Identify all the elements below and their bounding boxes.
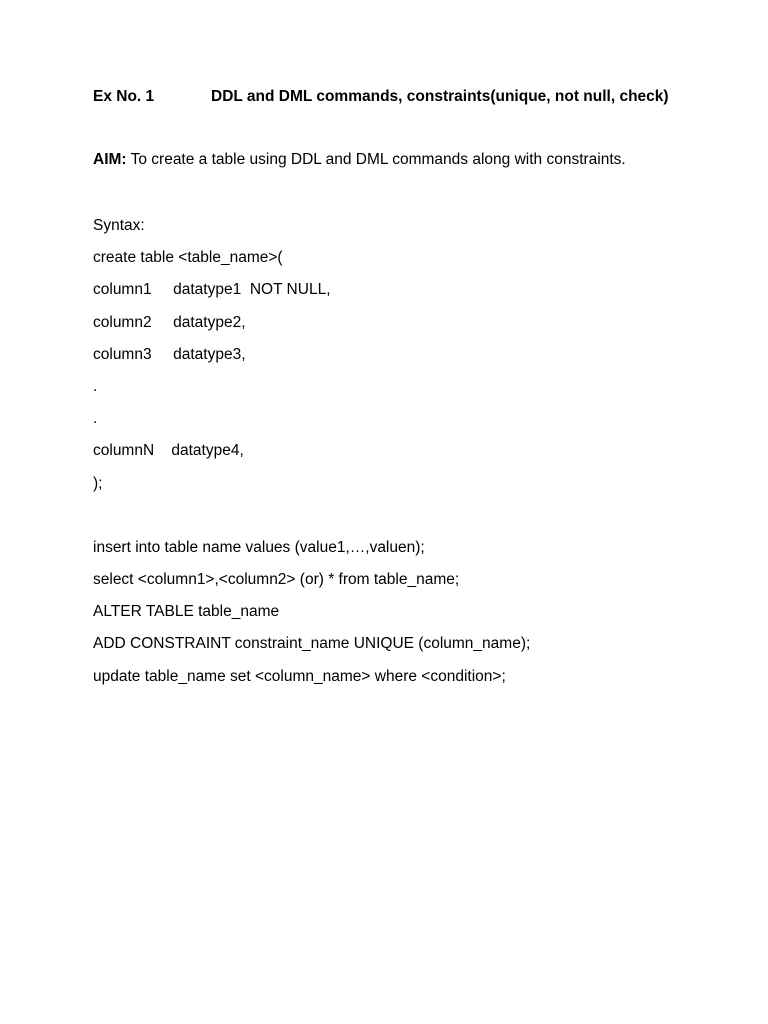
aim-label: AIM: — [93, 151, 127, 168]
dml-line: insert into table name values (value1,…,valuen); — [93, 538, 425, 556]
syntax-line: columnN datatype4, — [93, 442, 244, 460]
syntax-line: column2 datatype2, — [93, 313, 246, 331]
dml-line: ADD CONSTRAINT constraint_name UNIQUE (column_name); — [93, 635, 531, 653]
dml-line: ALTER TABLE table_name — [93, 603, 280, 621]
exercise-number: Ex No. 1 — [93, 88, 155, 105]
aim-text: To create a table using DDL and DML commands along with constraints. — [126, 151, 626, 168]
syntax-line: column3 datatype3, — [93, 345, 246, 363]
syntax-line: . — [93, 377, 98, 395]
syntax-line: create table <table_name>( — [93, 249, 283, 267]
dml-line: update table_name set <column_name> where <condition>; — [93, 667, 506, 685]
syntax-line: column1 datatype1 NOT NULL, — [93, 281, 331, 299]
aim-paragraph — [93, 151, 626, 169]
syntax-block — [93, 216, 530, 699]
syntax-line: ); — [93, 474, 103, 492]
dml-line: select <column1>,<column2> (or) * from table_name; — [93, 571, 460, 589]
syntax-line: . — [93, 410, 98, 428]
blank-line — [93, 506, 530, 538]
syntax-heading: Syntax: — [93, 217, 145, 234]
exercise-title: DDL and DML commands, constraints(unique, not null, check) — [211, 88, 669, 105]
